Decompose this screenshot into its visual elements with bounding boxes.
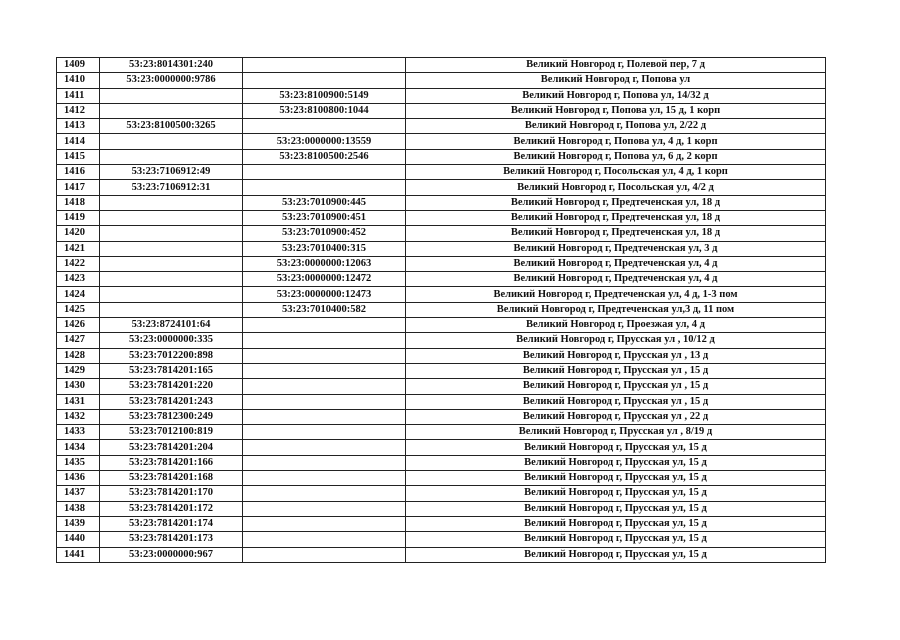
- cadastral-number-cell: [100, 103, 243, 118]
- registry-table-body: [57, 58, 826, 563]
- cadastral-number-cell: 53:23:8724101:64: [100, 318, 243, 333]
- secondary-cadastral-number-cell: 53:23:0000000:12473: [243, 287, 406, 302]
- table-row: [57, 73, 826, 88]
- secondary-cadastral-number-cell: [243, 455, 406, 470]
- secondary-cadastral-number-cell: [243, 532, 406, 547]
- table-row: [57, 471, 826, 486]
- row-number-cell: 1417: [57, 180, 100, 195]
- row-number-cell: 1422: [57, 256, 100, 271]
- cadastral-number-cell: 53:23:7106912:31: [100, 180, 243, 195]
- secondary-cadastral-number-cell: 53:23:8100800:1044: [243, 103, 406, 118]
- address-cell: Великий Новгород г, Предтеченская ул, 4 д: [406, 256, 826, 271]
- cadastral-number-cell: 53:23:8014301:240: [100, 58, 243, 73]
- cadastral-number-cell: 53:23:0000000:335: [100, 333, 243, 348]
- table-row: [57, 195, 826, 210]
- secondary-cadastral-number-cell: [243, 547, 406, 562]
- address-cell: Великий Новгород г, Предтеченская ул, 18 д: [406, 195, 826, 210]
- secondary-cadastral-number-cell: [243, 348, 406, 363]
- row-number-cell: 1424: [57, 287, 100, 302]
- secondary-cadastral-number-cell: [243, 471, 406, 486]
- address-cell: Великий Новгород г, Полевой пер, 7 д: [406, 58, 826, 73]
- secondary-cadastral-number-cell: [243, 333, 406, 348]
- table-row: [57, 348, 826, 363]
- cadastral-number-cell: 53:23:8100500:3265: [100, 119, 243, 134]
- cadastral-number-cell: 53:23:7814201:173: [100, 532, 243, 547]
- row-number-cell: 1414: [57, 134, 100, 149]
- secondary-cadastral-number-cell: [243, 180, 406, 195]
- row-number-cell: 1411: [57, 88, 100, 103]
- address-cell: Великий Новгород г, Прусская ул, 15 д: [406, 455, 826, 470]
- table-row: [57, 58, 826, 73]
- address-cell: Великий Новгород г, Прусская ул , 15 д: [406, 394, 826, 409]
- table-row: [57, 516, 826, 531]
- table-row: [57, 318, 826, 333]
- address-cell: Великий Новгород г, Прусская ул , 10/12 д: [406, 333, 826, 348]
- address-cell: Великий Новгород г, Прусская ул, 15 д: [406, 516, 826, 531]
- secondary-cadastral-number-cell: 53:23:7010900:452: [243, 226, 406, 241]
- address-cell: Великий Новгород г, Посольская ул, 4/2 д: [406, 180, 826, 195]
- cadastral-number-cell: 53:23:7012200:898: [100, 348, 243, 363]
- address-cell: Великий Новгород г, Прусская ул, 15 д: [406, 486, 826, 501]
- row-number-cell: 1425: [57, 302, 100, 317]
- address-cell: Великий Новгород г, Прусская ул , 8/19 д: [406, 425, 826, 440]
- table-row: [57, 134, 826, 149]
- table-row: [57, 532, 826, 547]
- secondary-cadastral-number-cell: 53:23:7010900:445: [243, 195, 406, 210]
- address-cell: Великий Новгород г, Посольская ул, 4 д, 1 корп: [406, 165, 826, 180]
- address-cell: Великий Новгород г, Предтеченская ул, 18 д: [406, 210, 826, 225]
- row-number-cell: 1413: [57, 119, 100, 134]
- address-cell: Великий Новгород г, Проезжая ул, 4 д: [406, 318, 826, 333]
- cadastral-number-cell: 53:23:7814201:174: [100, 516, 243, 531]
- address-cell: Великий Новгород г, Прусская ул, 15 д: [406, 501, 826, 516]
- table-row: [57, 256, 826, 271]
- address-cell: Великий Новгород г, Прусская ул , 15 д: [406, 363, 826, 378]
- row-number-cell: 1435: [57, 455, 100, 470]
- table-row: [57, 119, 826, 134]
- row-number-cell: 1433: [57, 425, 100, 440]
- secondary-cadastral-number-cell: 53:23:0000000:12063: [243, 256, 406, 271]
- address-cell: Великий Новгород г, Прусская ул , 22 д: [406, 409, 826, 424]
- row-number-cell: 1421: [57, 241, 100, 256]
- table-row: [57, 272, 826, 287]
- row-number-cell: 1416: [57, 165, 100, 180]
- row-number-cell: 1434: [57, 440, 100, 455]
- cadastral-number-cell: 53:23:7814201:170: [100, 486, 243, 501]
- secondary-cadastral-number-cell: [243, 394, 406, 409]
- cadastral-number-cell: 53:23:7814201:168: [100, 471, 243, 486]
- row-number-cell: 1427: [57, 333, 100, 348]
- table-row: [57, 88, 826, 103]
- address-cell: Великий Новгород г, Попова ул: [406, 73, 826, 88]
- secondary-cadastral-number-cell: 53:23:8100900:5149: [243, 88, 406, 103]
- row-number-cell: 1412: [57, 103, 100, 118]
- secondary-cadastral-number-cell: 53:23:7010900:451: [243, 210, 406, 225]
- cadastral-number-cell: [100, 134, 243, 149]
- secondary-cadastral-number-cell: [243, 501, 406, 516]
- row-number-cell: 1423: [57, 272, 100, 287]
- address-cell: Великий Новгород г, Прусская ул , 15 д: [406, 379, 826, 394]
- address-cell: Великий Новгород г, Предтеченская ул, 4 д: [406, 272, 826, 287]
- table-row: [57, 394, 826, 409]
- table-row: [57, 501, 826, 516]
- secondary-cadastral-number-cell: [243, 516, 406, 531]
- address-cell: Великий Новгород г, Предтеченская ул, 18 д: [406, 226, 826, 241]
- address-cell: Великий Новгород г, Попова ул, 15 д, 1 корп: [406, 103, 826, 118]
- table-row: [57, 455, 826, 470]
- cadastral-number-cell: 53:23:7814201:172: [100, 501, 243, 516]
- address-cell: Великий Новгород г, Предтеченская ул,3 д, 11 пом: [406, 302, 826, 317]
- secondary-cadastral-number-cell: [243, 486, 406, 501]
- table-row: [57, 547, 826, 562]
- cadastral-number-cell: [100, 302, 243, 317]
- row-number-cell: 1409: [57, 58, 100, 73]
- table-row: [57, 103, 826, 118]
- secondary-cadastral-number-cell: [243, 73, 406, 88]
- secondary-cadastral-number-cell: [243, 379, 406, 394]
- table-row: [57, 165, 826, 180]
- cadastral-number-cell: 53:23:7012100:819: [100, 425, 243, 440]
- row-number-cell: 1438: [57, 501, 100, 516]
- table-row: [57, 241, 826, 256]
- secondary-cadastral-number-cell: [243, 440, 406, 455]
- row-number-cell: 1428: [57, 348, 100, 363]
- cadastral-number-cell: 53:23:7106912:49: [100, 165, 243, 180]
- table-row: [57, 440, 826, 455]
- cadastral-number-cell: [100, 287, 243, 302]
- row-number-cell: 1426: [57, 318, 100, 333]
- table-row: [57, 333, 826, 348]
- row-number-cell: 1437: [57, 486, 100, 501]
- row-number-cell: 1432: [57, 409, 100, 424]
- cadastral-number-cell: [100, 210, 243, 225]
- address-cell: Великий Новгород г, Предтеченская ул, 3 д: [406, 241, 826, 256]
- row-number-cell: 1441: [57, 547, 100, 562]
- secondary-cadastral-number-cell: 53:23:0000000:12472: [243, 272, 406, 287]
- address-cell: Великий Новгород г, Прусская ул, 15 д: [406, 532, 826, 547]
- secondary-cadastral-number-cell: [243, 58, 406, 73]
- table-row: [57, 425, 826, 440]
- address-cell: Великий Новгород г, Попова ул, 4 д, 1 корп: [406, 134, 826, 149]
- cadastral-number-cell: 53:23:7812300:249: [100, 409, 243, 424]
- cadastral-number-cell: 53:23:0000000:9786: [100, 73, 243, 88]
- cadastral-number-cell: [100, 272, 243, 287]
- secondary-cadastral-number-cell: [243, 165, 406, 180]
- cadastral-number-cell: [100, 88, 243, 103]
- table-row: [57, 180, 826, 195]
- secondary-cadastral-number-cell: 53:23:7010400:315: [243, 241, 406, 256]
- cadastral-number-cell: 53:23:7814201:220: [100, 379, 243, 394]
- table-row: [57, 302, 826, 317]
- address-cell: Великий Новгород г, Прусская ул, 15 д: [406, 547, 826, 562]
- row-number-cell: 1429: [57, 363, 100, 378]
- table-row: [57, 287, 826, 302]
- row-number-cell: 1419: [57, 210, 100, 225]
- address-cell: Великий Новгород г, Попова ул, 14/32 д: [406, 88, 826, 103]
- secondary-cadastral-number-cell: 53:23:8100500:2546: [243, 149, 406, 164]
- secondary-cadastral-number-cell: 53:23:7010400:582: [243, 302, 406, 317]
- cadastral-number-cell: 53:23:7814201:204: [100, 440, 243, 455]
- cadastral-number-cell: [100, 195, 243, 210]
- cadastral-number-cell: 53:23:7814201:243: [100, 394, 243, 409]
- address-cell: Великий Новгород г, Попова ул, 2/22 д: [406, 119, 826, 134]
- table-row: [57, 210, 826, 225]
- row-number-cell: 1430: [57, 379, 100, 394]
- row-number-cell: 1439: [57, 516, 100, 531]
- cadastral-number-cell: [100, 241, 243, 256]
- secondary-cadastral-number-cell: [243, 119, 406, 134]
- secondary-cadastral-number-cell: [243, 425, 406, 440]
- table-row: [57, 363, 826, 378]
- cadastral-number-cell: [100, 226, 243, 241]
- address-cell: Великий Новгород г, Попова ул, 6 д, 2 корп: [406, 149, 826, 164]
- table-row: [57, 149, 826, 164]
- address-cell: Великий Новгород г, Прусская ул , 13 д: [406, 348, 826, 363]
- row-number-cell: 1415: [57, 149, 100, 164]
- secondary-cadastral-number-cell: [243, 363, 406, 378]
- cadastral-number-cell: 53:23:7814201:165: [100, 363, 243, 378]
- cadastral-number-cell: [100, 256, 243, 271]
- table-row: [57, 486, 826, 501]
- secondary-cadastral-number-cell: 53:23:0000000:13559: [243, 134, 406, 149]
- address-cell: Великий Новгород г, Прусская ул, 15 д: [406, 440, 826, 455]
- cadastral-number-cell: [100, 149, 243, 164]
- row-number-cell: 1436: [57, 471, 100, 486]
- row-number-cell: 1431: [57, 394, 100, 409]
- row-number-cell: 1440: [57, 532, 100, 547]
- address-cell: Великий Новгород г, Предтеченская ул, 4 д, 1-3 пом: [406, 287, 826, 302]
- secondary-cadastral-number-cell: [243, 409, 406, 424]
- row-number-cell: 1420: [57, 226, 100, 241]
- secondary-cadastral-number-cell: [243, 318, 406, 333]
- table-row: [57, 226, 826, 241]
- address-cell: Великий Новгород г, Прусская ул, 15 д: [406, 471, 826, 486]
- registry-table: [56, 57, 826, 563]
- table-row: [57, 409, 826, 424]
- table-row: [57, 379, 826, 394]
- row-number-cell: 1418: [57, 195, 100, 210]
- cadastral-number-cell: 53:23:7814201:166: [100, 455, 243, 470]
- cadastral-number-cell: 53:23:0000000:967: [100, 547, 243, 562]
- row-number-cell: 1410: [57, 73, 100, 88]
